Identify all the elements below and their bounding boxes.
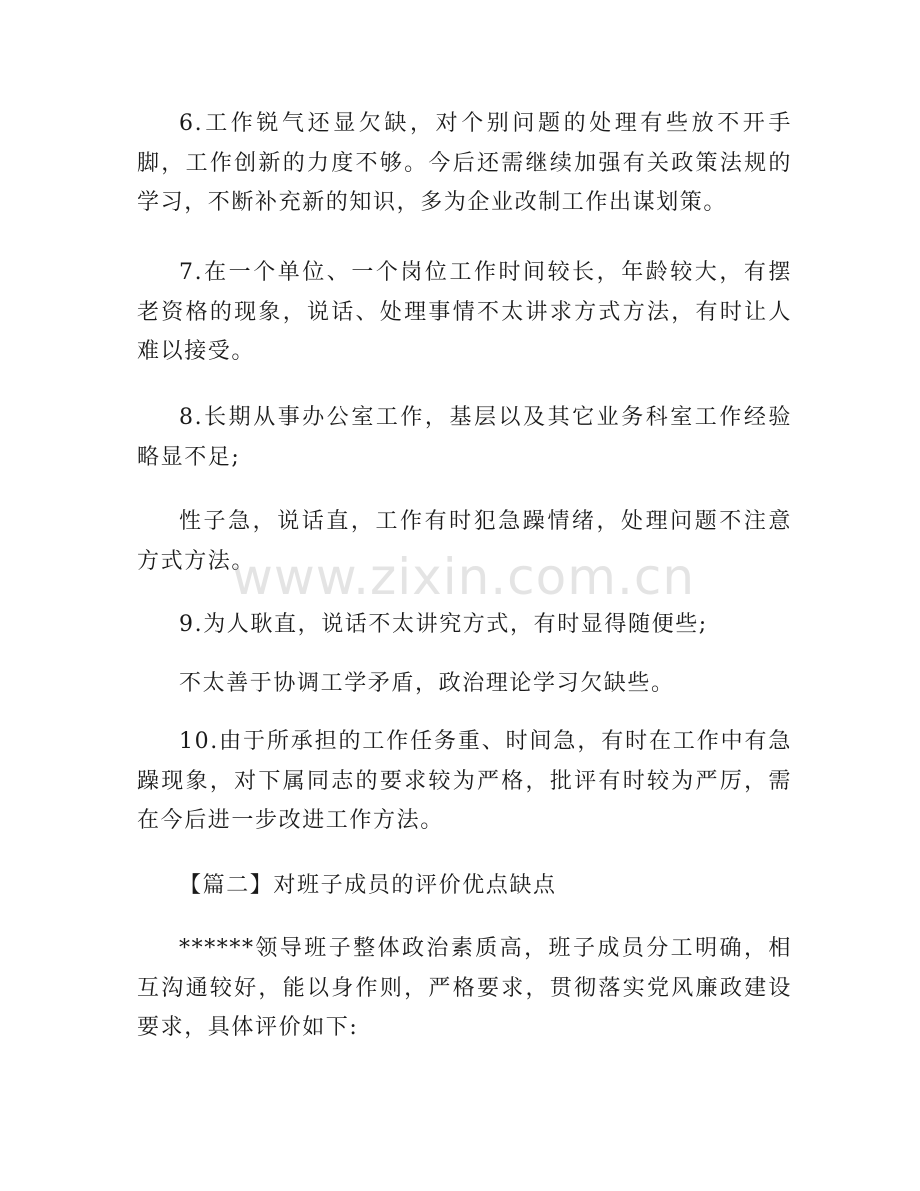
paragraph-9: 9.为人耿直，说话不太讲究方式，有时显得随便些;	[179, 612, 708, 637]
paragraph-8-continued: 性子急，说话直，工作有时犯急躁情绪，处理问题不注意方式方法。	[137, 509, 792, 574]
paragraph-8: 8.长期从事办公室工作，基层以及其它业务科室工作经验略显不足;	[137, 405, 792, 470]
paragraph-7: 7.在一个单位、一个岗位工作时间较长，年龄较大，有摆老资格的现象，说话、处理事情不太讲求方式方法，有时让人难以接受。	[137, 260, 792, 364]
paragraph-10: 10.由于所承担的工作任务重、时间急，有时在工作中有急躁现象，对下属同志的要求较为严格，批评有时较为严厉，需在今后进一步改进工作方法。	[137, 729, 792, 833]
watermark: www.zixin.com.cn	[232, 548, 696, 606]
section-heading: 【篇二】对班子成员的评价优点缺点	[179, 873, 557, 898]
paragraph-6: 6.工作锐气还显欠缺，对个别问题的处理有些放不开手脚，工作创新的力度不够。今后还需继续加强有关政策法规的学习，不断补充新的知识，多为企业改制工作出谋划策。	[137, 111, 792, 215]
paragraph-intro: ******领导班子整体政治素质高，班子成员分工明确，相互沟通较好，能以身作则，严格要求，贯彻落实党风廉政建设要求，具体评价如下:	[137, 936, 792, 1040]
paragraph-9-continued: 不太善于协调工学矛盾，政治理论学习欠缺些。	[179, 671, 675, 696]
